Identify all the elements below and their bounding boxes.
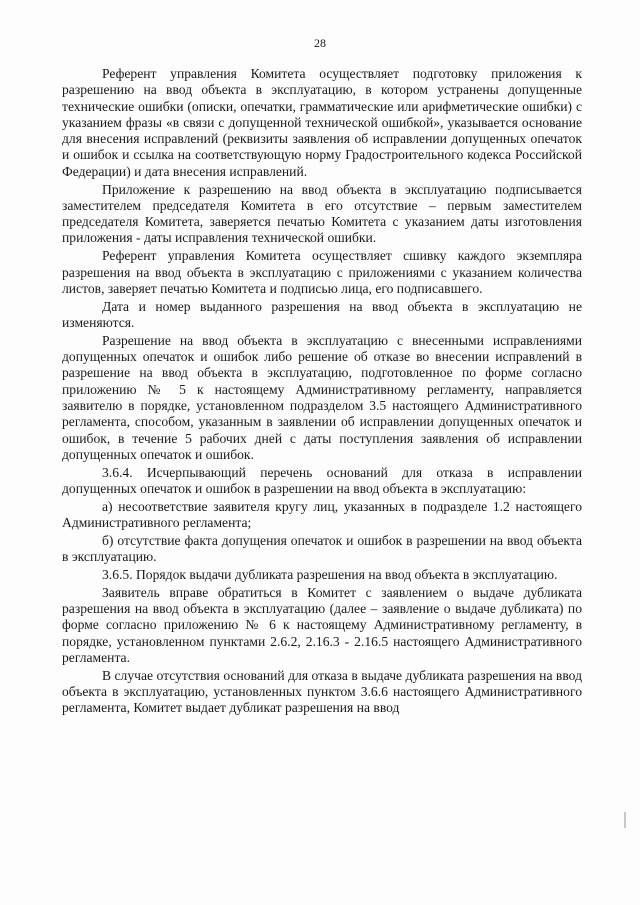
paragraph-binding: Референт управления Комитета осуществляет сшивку каждого экземпляра разрешения на ввод объекта в эксплуатацию с приложениями с указанием количества листов, заверяет печатью Комитета и подписью лица, его подписавшего.	[62, 248, 582, 296]
paragraph-date-number: Дата и номер выданного разрешения на ввод объекта в эксплуатацию не изменяются.	[62, 298, 582, 330]
scan-artifact	[624, 812, 626, 828]
list-item-b: б) отсутствие факта допущения опечаток и ошибок в разрешении на ввод объекта в эксплуатацию.	[62, 532, 582, 565]
paragraph-appendix-signing: Приложение к разрешению на ввод объекта в эксплуатацию подписывается заместителем председателя Комитета в его отсутствие – первым заместителем председателя Комитета, заверяется печатью Комитета с указанием даты изготовления приложения - даты исправления технической ошибки.	[62, 181, 582, 246]
list-item-a: а) несоответствие заявителя кругу лиц, указанных в подразделе 1.2 настоящего Административного регламента;	[62, 498, 582, 531]
paragraph-3-6-4: 3.6.4. Исчерпывающий перечень оснований для отказа в исправлении допущенных опечаток и ошибок в разрешении на ввод объекта в эксплуатацию:	[62, 464, 582, 496]
document-body	[62, 66, 582, 718]
paragraph-delivery: Разрешение на ввод объекта в эксплуатацию с внесенными исправлениями допущенных опечаток и ошибок либо решение об отказе во внесении исправлений в разрешение на ввод объекта в эксплуатацию, подготовленное по форме согласно приложению № 5 к настоящему Административному регламенту, направляется заявителю в порядке, установленном подразделом 3.5 настоящего Административного регламента, способом, указанным в заявлении об исправлении допущенных опечаток и ошибок, в течение 5 рабочих дней с даты поступления заявления об исправлении допущенных опечаток и ошибок.	[62, 332, 582, 462]
paragraph-3-6-5: 3.6.5. Порядок выдачи дубликата разрешения на ввод объекта в эксплуатацию.	[102, 566, 558, 582]
paragraph-duplicate-request: Заявитель вправе обратиться в Комитет с заявлением о выдаче дубликата разрешения на ввод объекта в эксплуатацию (далее – заявление о выдаче дубликата) по форме согласно приложению № 6 к настоящему Административному регламенту, в порядке, установленном пунктами 2.6.2, 2.16.3 - 2.16.5 настоящего Административного регламента.	[62, 584, 582, 665]
paragraph-correction-appendix: Референт управления Комитета осуществляет подготовку приложения к разрешению на ввод объекта в эксплуатацию, в котором устранены допущенные технические ошибки (описки, опечатки, грамматические или арифметические ошибки) с указанием фразы «в связи с допущенной технической ошибкой», указывается основание для внесения исправлений (реквизиты заявления об исправлении допущенных опечаток и ошибок и ссылка на соответствующую норму Градостроительного кодекса Российской Федерации) и дата внесения исправлений.	[62, 66, 582, 179]
page-number: 28	[314, 36, 326, 50]
paragraph-duplicate-issue: В случае отсутствия оснований для отказа в выдаче дубликата разрешения на ввод объекта в эксплуатацию, установленных пунктом 3.6.6 настоящего Административного регламента, Комитет выдает дубликат разрешения на ввод	[62, 667, 582, 716]
